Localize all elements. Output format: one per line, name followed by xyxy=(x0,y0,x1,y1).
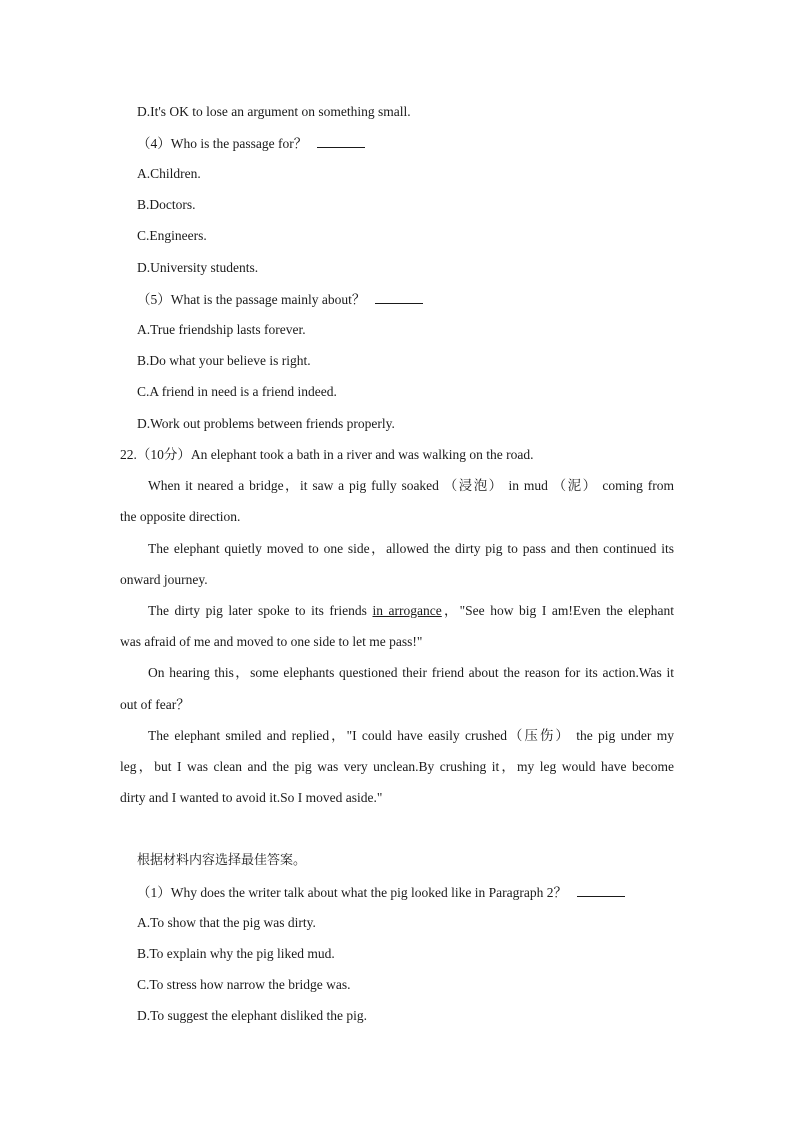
instruction: 根据材料内容选择最佳答案。 xyxy=(137,853,307,868)
passage-p3-line2: was afraid of me and moved to one side to let me pass!" xyxy=(120,634,423,649)
passage-p4-line2: out of fear？ xyxy=(120,697,190,712)
q22-1-stem xyxy=(137,883,625,902)
q22-header: 22.（10分）An elephant took a bath in a river and was walking on the road. xyxy=(120,447,534,462)
passage-p3-text-b: ，"See how big I am!Even the elephant xyxy=(441,603,674,618)
q4-option-b: B.Doctors. xyxy=(137,197,196,212)
q22-1-option-c: C.To stress how narrow the bridge was. xyxy=(137,977,351,992)
q4-option-c: C.Engineers. xyxy=(137,228,207,243)
q5-stem-text: （5）What is the passage mainly about？ xyxy=(137,292,366,307)
q22-1-option-b: B.To explain why the pig liked mud. xyxy=(137,946,335,961)
q5-option-b: B.Do what your believe is right. xyxy=(137,353,311,368)
q4-stem-text: （4）Who is the passage for？ xyxy=(137,136,308,151)
passage-p1-line2: the opposite direction. xyxy=(120,509,241,524)
passage-p3-text-a: The dirty pig later spoke to its friends xyxy=(148,603,373,618)
q4-stem xyxy=(137,134,365,153)
q3-option-d: D.It's OK to lose an argument on something small. xyxy=(137,104,411,119)
q22-1-answer-blank[interactable] xyxy=(577,883,625,897)
q5-answer-blank[interactable] xyxy=(375,290,423,304)
passage-p2-line2: onward journey. xyxy=(120,572,208,587)
passage-p4-line1: On hearing this，some elephants questioned their friend about the reason for its action.Was it xyxy=(148,665,674,680)
passage-p2-line1: The elephant quietly moved to one side，allowed the dirty pig to pass and then continued its xyxy=(148,541,674,556)
q4-answer-blank[interactable] xyxy=(317,134,365,148)
passage-p5-line1: The elephant smiled and replied，"I could have easily crushed（压伤） the pig under my xyxy=(148,728,674,743)
q22-1-option-a: A.To show that the pig was dirty. xyxy=(137,915,316,930)
q5-option-a: A.True friendship lasts forever. xyxy=(137,322,306,337)
passage-p1-line1: When it neared a bridge，it saw a pig fully soaked （浸泡） in mud （泥） coming from xyxy=(148,478,674,493)
q5-option-d: D.Work out problems between friends properly. xyxy=(137,416,395,431)
passage-p3-line1 xyxy=(148,602,674,620)
q5-stem xyxy=(137,290,423,309)
underlined-phrase: in arrogance xyxy=(372,603,442,618)
q22-1-option-d: D.To suggest the elephant disliked the pig. xyxy=(137,1008,368,1023)
q5-option-c: C.A friend in need is a friend indeed. xyxy=(137,384,337,399)
q4-option-d: D.University students. xyxy=(137,260,259,275)
q22-1-stem-text: （1）Why does the writer talk about what the pig looked like in Paragraph 2？ xyxy=(137,885,568,900)
passage-p5-line3: dirty and I wanted to avoid it.So I moved aside." xyxy=(120,790,383,805)
passage-p5-line2: leg，but I was clean and the pig was very unclean.By crushing it，my leg would have become xyxy=(120,759,674,774)
q4-option-a: A.Children. xyxy=(137,166,201,181)
